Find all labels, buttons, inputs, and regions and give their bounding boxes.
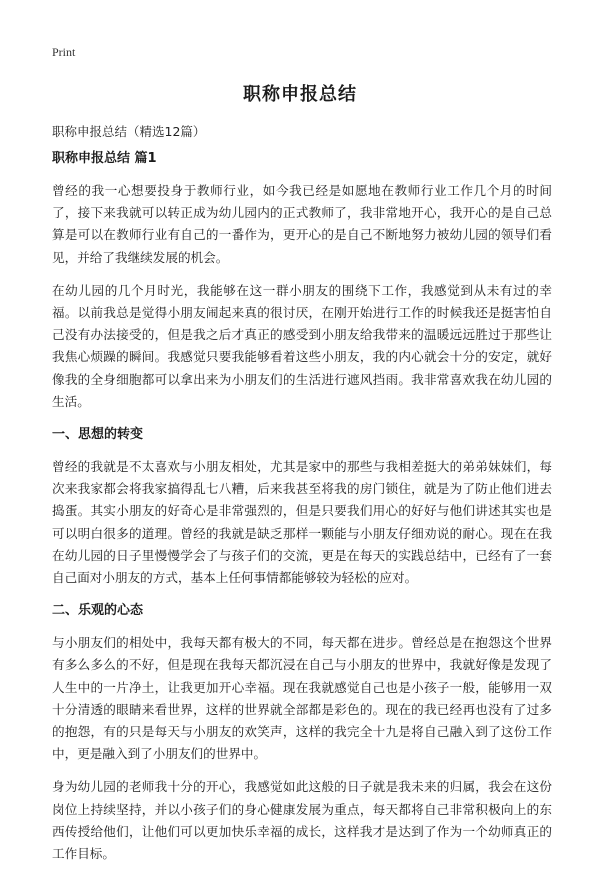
document-body — [52, 148, 552, 876]
page-title: 职称申报总结 — [243, 84, 357, 105]
section-heading-part1: 职称申报总结 篇1 — [52, 151, 157, 166]
paragraph: 曾经的我一心想要投身于教师行业，如今我已经是如愿地在教师行业工作几个月的时间了，接下来我就可以转正成为幼儿园内的正式教师了，我非常地开心，我开心的是自己总算是可以在教师行业有自己的一番作为，更开心的是自己不断地努力被幼儿园的领导们看见，并给了我继续发展的机会。 — [52, 183, 552, 265]
print-link[interactable]: Print — [52, 45, 76, 59]
paragraph: 曾经的我就是不太喜欢与小朋友相处，尤其是家中的那些与我相差挺大的弟弟妹妹们，每次来我家都会将我家搞得乱七八糟，后来我甚至将我的房门锁住，就是为了防止他们进去捣蛋。其实小朋友的好奇心是非常强烈的，但是只要我们用心的好好与他们讲述其实也是可以明白很多的道理。曾经的我就是缺乏那样一颗能与小朋友仔细劝说的耐心。现在在我在幼儿园的日子里慢慢学会了与孩子们的交流，更是在每天的实践总结中，已经有了一套自己面对小朋友的方式，基本上任何事情都能够较为轻松的应对。 — [52, 459, 552, 586]
document-subtitle: 职称申报总结（精选12篇） — [52, 124, 206, 139]
section-heading-optimistic-mindset: 二、乐观的心态 — [52, 603, 144, 619]
paragraph: 与小朋友们的相处中，我每天都有极大的不同，每天都在进步。曾经总是在抱怨这个世界有多么多么的不好，但是现在我每天都沉浸在自己与小朋友的世界中，我就好像是发现了人生中的一片净土，让我更加开心幸福。现在我就感觉自己也是小孩子一般，能够用一双十分清透的眼睛来看世界，这样的世界就全部都是彩色的。现在的我已经再也没有了过多的抱怨，有的只是每天与小朋友的欢笑声，这样的我完全十九是将自己融入到了这份工作中，更是融入到了小朋友们的世界中。 — [52, 635, 552, 762]
paragraph: 在幼儿园的几个月时光，我能够在这一群小朋友的围绕下工作，我感觉到从未有过的幸福。以前我总是觉得小朋友闹起来真的很讨厌，在刚开始进行工作的时候我还是挺害怕自己没有办法接受的，但是我之后才真正的感受到小朋友给我带来的温暖远远胜过于那些让我焦心烦躁的瞬间。我感觉只要我能够看着这些小朋友，我的内心就会十分的安定，就好像我的全身细胞都可以拿出来为小朋友们的生活进行遮风挡雨。我非常喜欢我在幼儿园的生活。 — [52, 282, 552, 409]
section-heading-thinking-change: 一、思想的转变 — [52, 427, 144, 443]
paragraph: 身为幼儿园的老师我十分的开心，我感觉如此这般的日子就是我未来的归属，我会在这份岗位上持续坚持，并以小孩子们的身心健康发展为重点，每天都将自己非常积极向上的东西传授给他们，让他们可以更加快乐幸福的成长，这样我才是达到了作为一个幼师真正的工作目标。 — [52, 779, 552, 862]
